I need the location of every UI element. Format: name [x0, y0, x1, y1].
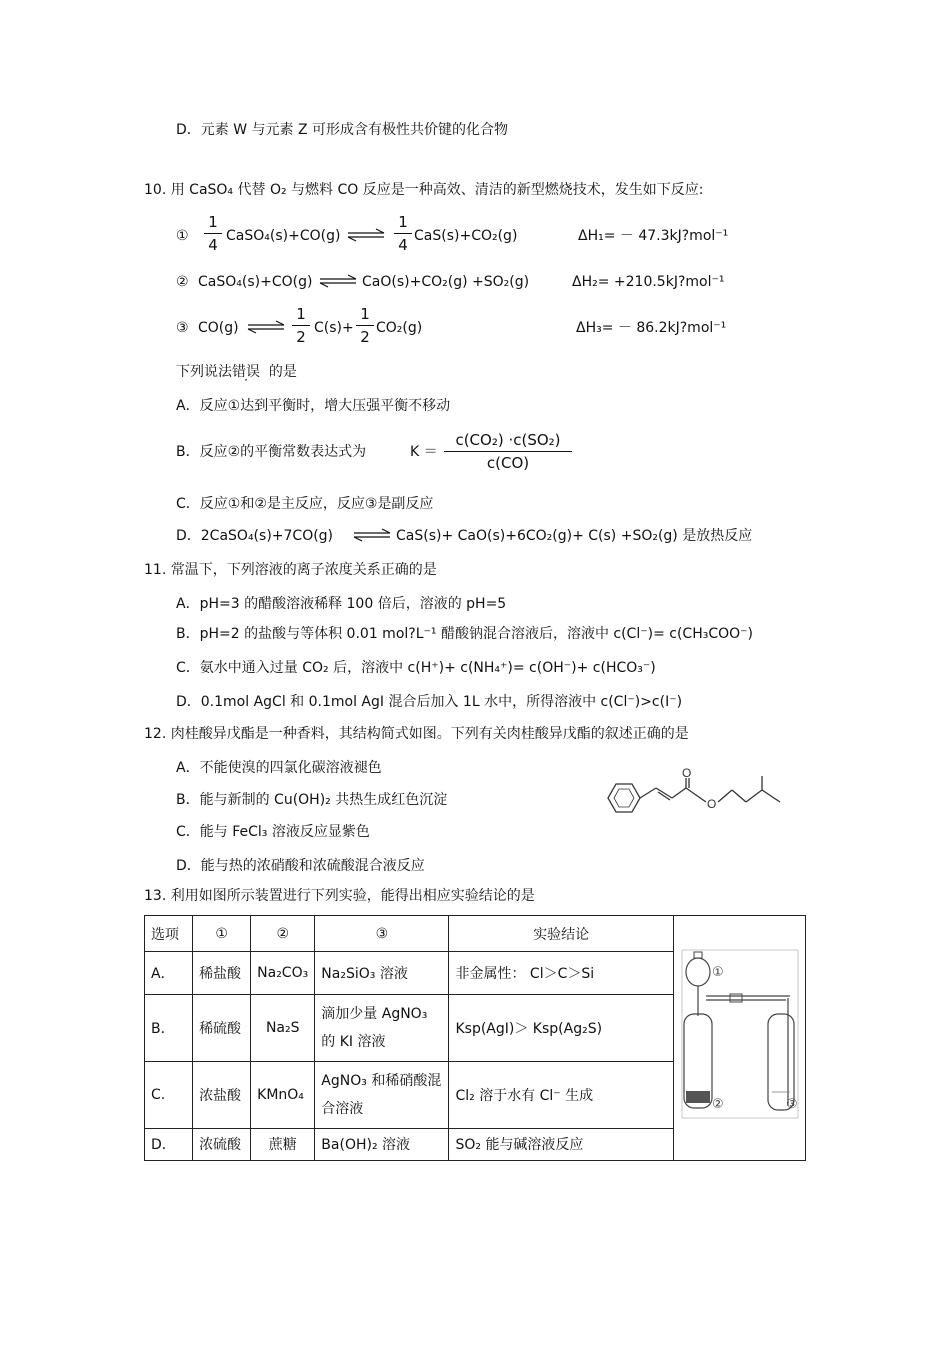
- q11-option-b: B．pH=2 的盐酸与等体积 0.01 mol?L⁻¹ 醋酸钠混合溶液后，溶液中 c(Cl⁻)= c(CH₃COO⁻): [176, 626, 753, 642]
- q10-r1-label: ①: [176, 228, 189, 244]
- header-cell: ③: [315, 916, 449, 952]
- q10-ask-pre: 下列说法: [176, 364, 232, 380]
- q12-option-b: B．能与新制的 Cu(OH)₂ 共热生成红色沉淀: [176, 792, 448, 808]
- q10-option-c: C．反应①和②是主反应，反应③是副反应: [176, 496, 434, 512]
- q10-r3-left: CO(g): [198, 320, 239, 336]
- q13-table: [144, 915, 806, 1161]
- frac-denominator: 2: [296, 328, 306, 346]
- header-cell: ①: [193, 916, 251, 952]
- table-cell: C.: [145, 1061, 193, 1128]
- header-cell: 实验结论: [449, 916, 673, 952]
- q10-r2-left: CaSO₄(s)+CO(g): [198, 274, 313, 290]
- q12-option-d: D．能与热的浓硝酸和浓硫酸混合液反应: [176, 858, 425, 874]
- q10-stem: 10. 用 CaSO₄ 代替 O₂ 与燃料 CO 反应是一种高效、清洁的新型燃烧技术，发生如下反应:: [144, 182, 704, 198]
- q9-option-d: D．元素 W 与元素 Z 可形成含有极性共价键的化合物: [176, 122, 509, 138]
- table-cell: 浓盐酸: [193, 1061, 251, 1128]
- q10-r2-right: CaO(s)+CO₂(g) +SO₂(g): [362, 274, 530, 290]
- header-cell: 选项: [145, 916, 193, 952]
- q10-r1-left: CaSO₄(s)+CO(g): [226, 228, 341, 244]
- table-cell: 稀硫酸: [193, 994, 251, 1061]
- table-cell: SO₂ 能与碱溶液反应: [449, 1128, 673, 1160]
- table-cell: Na₂CO₃: [251, 952, 315, 995]
- frac-denominator: c(CO): [486, 454, 530, 472]
- q10-r1-dh: ΔH₁= － 47.3kJ?mol⁻¹: [578, 228, 729, 244]
- header-cell: ②: [251, 916, 315, 952]
- q11-option-c: C．氨水中通入过量 CO₂ 后，溶液中 c(H⁺)+ c(NH₄⁺)= c(OH⁻)+ c(HCO₃⁻): [176, 660, 656, 676]
- apparatus-cell: [673, 916, 805, 1161]
- q12-option-c: C．能与 FeCl₃ 溶液反应显紫色: [176, 824, 370, 840]
- q10-ask: [176, 362, 297, 382]
- table-cell: 滴加少量 AgNO₃ 的 KI 溶液: [315, 994, 449, 1061]
- table-cell: KMnO₄: [251, 1061, 315, 1128]
- q10-option-a: A．反应①达到平衡时，增大压强平衡不移动: [176, 398, 451, 414]
- equilibrium-arrow-icon: [318, 274, 358, 288]
- table-cell: A．: [145, 952, 193, 995]
- table-cell: 蔗糖: [251, 1128, 315, 1160]
- q10-r1-frac-a: [204, 212, 222, 255]
- q10-r3-label: ③: [176, 320, 189, 336]
- equilibrium-arrow-icon: [346, 228, 386, 242]
- table-cell: Cl₂ 溶于水有 Cl⁻ 生成: [449, 1061, 673, 1128]
- q10-r3-mid: C(s)+: [314, 320, 354, 336]
- ester-oxygen-label: O: [707, 797, 717, 811]
- apparatus-icon: [674, 916, 804, 1156]
- q10-r1-right: CaS(s)+CO₂(g): [414, 228, 518, 244]
- q10-option-b-fraction: [444, 430, 572, 473]
- table-cell: Ksp(AgI)＞ Ksp(Ag₂S): [449, 994, 673, 1061]
- table-cell: Ba(OH)₂ 溶液: [315, 1128, 449, 1160]
- q10-r1-frac-b: [394, 212, 412, 255]
- q12-option-a: A．不能使溴的四氯化碳溶液褪色: [176, 760, 382, 776]
- table-cell: AgNO₃ 和稀硝酸混合溶液: [315, 1061, 449, 1128]
- table-cell: B．: [145, 994, 193, 1061]
- frac-numerator: c(CO₂) ·c(SO₂): [455, 431, 561, 449]
- frac-numerator: 1: [208, 213, 218, 231]
- equilibrium-arrow-icon: [352, 528, 392, 542]
- q10-r3-frac-b: [356, 304, 374, 347]
- table-cell: Na₂S: [251, 994, 315, 1061]
- table-header-row: [145, 916, 806, 952]
- q10-r3-frac-a: [292, 304, 310, 347]
- apparatus-label-3: ③: [785, 1097, 798, 1112]
- q10-option-d-left: D．2CaSO₄(s)+7CO(g): [176, 528, 334, 544]
- equilibrium-arrow-icon: [246, 320, 286, 334]
- q12-stem: 12. 肉桂酸异戊酯是一种香料，其结构简式如图。下列有关肉桂酸异戊酯的叙述正确的是: [144, 726, 689, 742]
- frac-numerator: 1: [398, 213, 408, 231]
- q10-option-b: B．反应②的平衡常数表达式为: [176, 444, 367, 460]
- q10-ask-post: 的是: [268, 364, 297, 380]
- q13-stem: 13. 利用如图所示装置进行下列实验，能得出相应实验结论的是: [144, 888, 535, 904]
- table-cell: Na₂SiO₃ 溶液: [315, 952, 449, 995]
- q11-option-a: A．pH=3 的醋酸溶液稀释 100 倍后，溶液的 pH=5: [176, 596, 507, 612]
- q10-option-d-right: CaS(s)+ CaO(s)+6CO₂(g)+ C(s) +SO₂(g) 是放热反应: [396, 528, 753, 544]
- frac-denominator: 4: [208, 236, 218, 254]
- table-cell: 非金属性： Cl＞C＞Si: [449, 952, 673, 995]
- q10-r3-right: CO₂(g): [376, 320, 423, 336]
- apparatus-label-2: ②: [711, 1097, 724, 1112]
- frac-denominator: 4: [398, 236, 408, 254]
- q10-r2-label: ②: [176, 274, 189, 290]
- apparatus-label-1: ①: [711, 965, 724, 980]
- table-cell: 浓硫酸: [193, 1128, 251, 1160]
- frac-denominator: 2: [360, 328, 370, 346]
- table-cell: 稀盐酸: [193, 952, 251, 995]
- frac-numerator: 1: [296, 305, 306, 323]
- carbonyl-oxygen-label: O: [682, 768, 692, 780]
- table-cell: D．: [145, 1128, 193, 1160]
- q10-r3-dh: ΔH₃= － 86.2kJ?mol⁻¹: [576, 320, 727, 336]
- frac-numerator: 1: [360, 305, 370, 323]
- cinnamate-structure-icon: [600, 768, 790, 828]
- q10-ask-mark: 错误: [232, 364, 260, 380]
- q10-option-b-k: K ＝: [410, 444, 438, 460]
- q10-r2-dh: ΔH₂= +210.5kJ?mol⁻¹: [572, 274, 725, 290]
- q11-option-d: D．0.1mol AgCl 和 0.1mol AgI 混合后加入 1L 水中，所得溶液中 c(Cl⁻)>c(I⁻): [176, 694, 683, 710]
- q11-stem: 11. 常温下，下列溶液的离子浓度关系正确的是: [144, 562, 437, 578]
